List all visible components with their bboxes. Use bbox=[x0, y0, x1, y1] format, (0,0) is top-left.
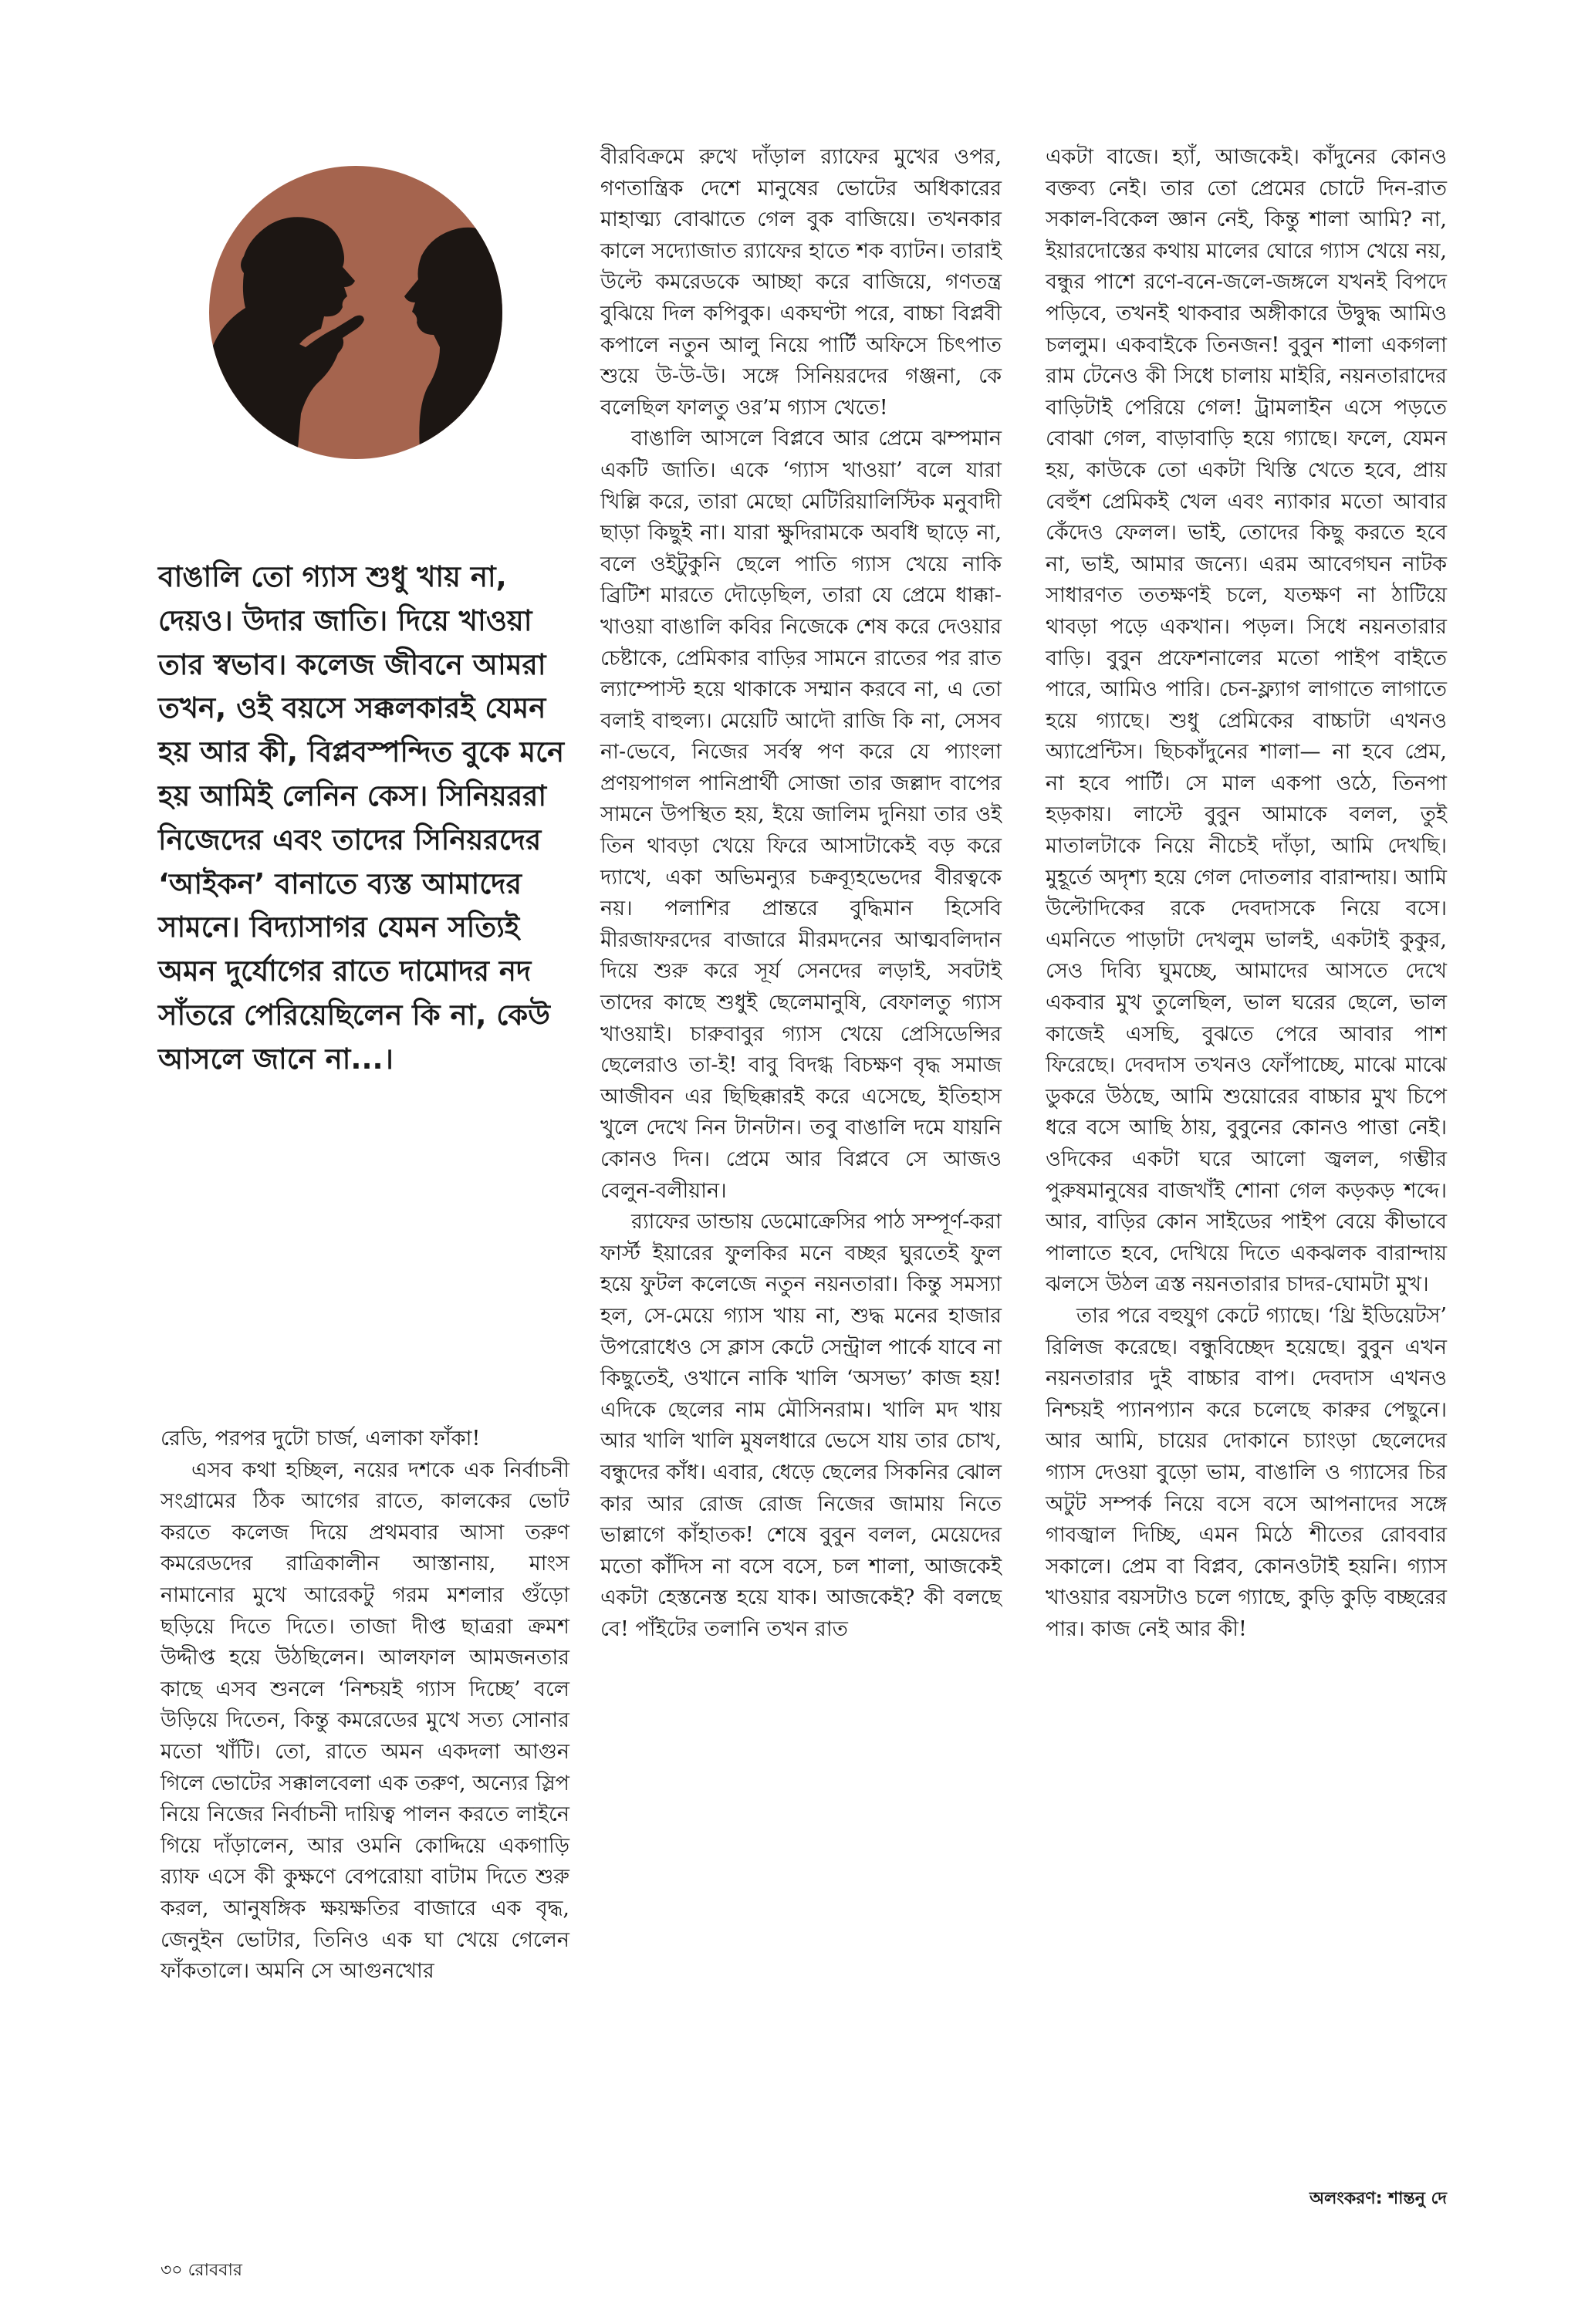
article-column-3 bbox=[1046, 142, 1447, 1646]
page-folio: ৩০ রোববার bbox=[161, 2261, 242, 2280]
paragraph: বীরবিক্রমে রুখে দাঁড়াল র‍্যাফের মুখের ওপর, গণতান্ত্রিক দেশে মানুষের ভোটের অধিকারের মাহাত্ম্য বোঝাতে গেল বুক বাজিয়ে। তখনকার কালে সদ্যোজাত র‍্যাফের হাতে শক ব্যাটন। তারাই উল্টে কমরেডকে আচ্ছা করে বাজিয়ে, গণতন্ত্র বুঝিয়ে দিল কপিবুক। একঘণ্টা পরে, বাচ্চা বিপ্লবী কপালে নতুন আলু নিয়ে পার্টি অফিসে চিৎপাত শুয়ে উ-উ-উ। সঙ্গে সিনিয়রদের গঞ্জনা, কে বলেছিল ফালতু ওর’ম গ্যাস খেতে! bbox=[600, 145, 1002, 420]
illustration-argument bbox=[153, 165, 556, 466]
pull-quote: বাঙালি তো গ্যাস শুধু খায় না, দেয়ও। উদার জাতি। দিয়ে খাওয়া তার স্বভাব। কলেজ জীবনে আমরা তখন, ওই বয়সে সক্কলকারই যেমন হয় আর কী, বিপ্লবস্পন্দিত বুকে মনে হয় আমিই লেনিন কেস। সিনিয়ররা নিজেদের এবং তাদের সিনিয়রদের ‘আইকন’ বানাতে ব্যস্ত আমাদের সামনে। বিদ্যাসাগর যেমন সত্যিই অমন দুর্যোগের রাতে দামোদর নদ সাঁতরে পেরিয়েছিলেন কি না, কেউ আসলে জানে না...। bbox=[158, 560, 565, 1076]
paragraph: তার পরে বহুযুগ কেটে গ্যাছে। ‘থ্রি ইডিয়েটস’ রিলিজ করেছে। বন্ধুবিচ্ছেদ হয়েছে। বুবুন এখন নয়নতারার দুই বাচ্চার বাপ। দেবদাস এখনও নিশ্চয়ই প্যানপ্যান করে চলেছে কারুর পেছুনে। আর আমি, চায়ের দোকানে চ্যাংড়া ছেলেদের গ্যাস দেওয়া বুড়ো ভাম, বাঙালি ও গ্যাসের চির অটুট সম্পর্ক নিয়ে বসে বসে আপনাদের সঙ্গে গাবজ্বাল দিচ্ছি, এমন মিঠে শীতের রোববার সকালে। প্রেম বা বিপ্লব, কোনওটাই হয়নি। গ্যাস খাওয়ার বয়সটাও চলে গ্যাছে, কুড়ি কুড়ি বচ্ছরের পার। কাজ নেই আর কী! bbox=[1046, 1303, 1447, 1641]
paragraph: বাঙালি আসলে বিপ্লবে আর প্রেমে ঝম্পমান একটি জাতি। একে ‘গ্যাস খাওয়া’ বলে যারা খিল্লি করে, তারা মেছো মেটিরিয়ালিস্টিক মনুবাদী ছাড়া কিছুই না। যারা ক্ষুদিরামকে অবধি ছাড়ে না, বলে ওইটুকুনি ছেলে পাতি গ্যাস খেয়ে নাকি ব্রিটিশ মারতে দৌড়েছিল, তারা যে প্রেমে ধাক্কা-খাওয়া বাঙালি কবির নিজেকে শেষ করে দেওয়ার চেষ্টাকে, প্রেমিকার বাড়ির সামনে রাতের পর রাত ল্যাম্পোস্ট হয়ে থাকাকে সম্মান করবে না, এ তো বলাই বাহুল্য। মেয়েটি আদৌ রাজি কি না, সেসব না-ভেবে, নিজের সর্বস্ব পণ করে যে প্যাংলা প্রণয়পাগল পানিপ্রার্থী সোজা তার জল্লাদ বাপের সামনে উপস্থিত হয়, ইয়ে জালিম দুনিয়া তার ওই তিন থাবড়া খেয়ে ফিরে আসাটাকেই বড় করে দ্যাখে, একা অভিমন্যুর চক্রব্যূহভেদের বীরত্বকে নয়। পলাশির প্রান্তরে বুদ্ধিমান হিসেবি মীরজাফরদের বাজারে মীরমদনের আত্মবলিদান দিয়ে শুরু করে সূর্য সেনদের লড়াই, সবটাই তাদের কাছে শুধুই ছেলেমানুষি, বেফালতু গ্যাস খাওয়াই। চারুবাবুর গ্যাস খেয়ে প্রেসিডেন্সির ছেলেরাও তা-ই! বাবু বিদগ্ধ বিচক্ষণ বৃদ্ধ সমাজ আজীবন এর ছিছিক্কারই করে এসেছে, ইতিহাস খুলে দেখে নিন টানটান। তবু বাঙালি দমে যায়নি কোনও দিন। প্রেমে আর বিপ্লবে সে আজও বেলুন-বলীয়ান। bbox=[600, 427, 1002, 1203]
illustration-credit: অলংকরণ: শান্তনু দে bbox=[1309, 2189, 1447, 2208]
paragraph: একটা বাজে। হ্যাঁ, আজকেই। কাঁদুনের কোনও বক্তব্য নেই। তার তো প্রেমের চোটে দিন-রাত সকাল-বিকেল জ্ঞান নেই, কিন্তু শালা আমি? না, ইয়ারদোস্তের কথায় মালের ঘোরে গ্যাস খেয়ে নয়, বন্ধুর পাশে রণে-বনে-জলে-জঙ্গলে যখনই বিপদে পড়িবে, তখনই থাকবার অঙ্গীকারে উদ্বুদ্ধ আমিও চললুম। একবাইকে তিনজন! বুবুন শালা একগলা রাম টেনেও কী সিধে চালায় মাইরি, নয়নতারাদের বাড়িটাই পেরিয়ে গেল! ট্রামলাইন এসে পড়তে বোঝা গেল, বাড়াবাড়ি হয়ে গ্যাছে। ফলে, যেমন হয়, কাউকে তো একটা খিস্তি খেতে হবে, প্রায় বেহুঁশ প্রেমিকই খেল এবং ন্যাকার মতো আবার কেঁদেও ফেলল। ভাই, তোদের কিছু করতে হবে না, ভাই, আমার জন্যে। এরম আবেগঘন নাটক সাধারণত ততক্ষণই চলে, যতক্ষণ না ঠাটিয়ে থাবড়া পড়ে একখান। পড়ল। সিধে নয়নতারার বাড়ি। বুবুন প্রফেশনালের মতো পাইপ বাইতে পারে, আমিও পারি। চেন-ফ্ল্যাগ লাগাতে লাগাতে হয়ে গ্যাছে। শুধু প্রেমিকের বাচ্চাটা এখনও অ্যাপ্রেন্টিস। ছিচকাঁদুনের শালা— না হবে প্রেম, না হবে পার্টি। সে মাল একপা ওঠে, তিনপা হড়কায়। লাস্টে বুবুন আমাকে বলল, তুই মাতালটাকে নিয়ে নীচেই দাঁড়া, আমি দেখছি। মুহূর্তে অদৃশ্য হয়ে গেল দোতলার বারান্দায়। আমি উল্টোদিকের রকে দেবদাসকে নিয়ে বসে। এমনিতে পাড়াটা দেখলুম ভালই, একটাই কুকুর, সেও দিব্যি ঘুমচ্ছে, আমাদের আসতে দেখে একবার মুখ তুলেছিল, ভাল ঘরের ছেলে, ভাল কাজেই এসছি, বুঝতে পেরে আবার পাশ ফিরেছে। দেবদাস তখনও ফোঁপাচ্ছে, মাঝে মাঝে ডুকরে উঠছে, আমি শুয়োরের বাচ্চার মুখ চিপে ধরে বসে আছি ঠায়, বুবুনের কোনও পাত্তা নেই। ওদিকের একটা ঘরে আলো জ্বলল, গম্ভীর পুরুষমানুষের বাজখাঁই শোনা গেল কড়কড় শব্দে। আর, বাড়ির কোন সাইডের পাইপ বেয়ে কীভাবে পালাতে হবে, দেখিয়ে দিতে একঝলক বারান্দায় ঝলসে উঠল ত্রস্ত নয়নতারার চাদর-ঘোমটা মুখ। bbox=[1046, 145, 1447, 1297]
paragraph: এসব কথা হচ্ছিল, নয়ের দশকে এক নির্বাচনী সংগ্রামের ঠিক আগের রাতে, কালকের ভোট করতে কলেজ দিয়ে প্রথমবার আসা তরুণ কমরেডদের রাত্রিকালীন আস্তানায়, মাংস নামানোর মুখে আরেকটু গরম মশলার গুঁড়ো ছড়িয়ে দিতে দিতে। তাজা দীপ্ত ছাত্ররা ক্রমশ উদ্দীপ্ত হয়ে উঠছিলেন। আলফাল আমজনতার কাছে এসব শুনলে ‘নিশ্চয়ই গ্যাস দিচ্ছে’ বলে উড়িয়ে দিতেন, কিন্তু কমরেডের মুখে সত্য সোনার মতো খাঁটি। তো, রাতে অমন একদলা আগুন গিলে ভোটের সক্কালবেলা এক তরুণ, অন্যের স্লিপ নিয়ে নিজের নির্বাচনী দায়িত্ব পালন করতে লাইনে গিয়ে দাঁড়ালেন, আর ওমনি কোদ্দিয়ে একগাড়ি র‍্যাফ এসে কী কুক্ষণে বেপরোয়া বাটাম দিতে শুরু করল, আনুষঙ্গিক ক্ষয়ক্ষতির বাজারে এক বৃদ্ধ, জেনুইন ভোটার, তিনিও এক ঘা খেয়ে গেলেন ফাঁকতালে। অমনি সে আগুনখোর bbox=[161, 1458, 569, 1984]
article-column-2 bbox=[600, 142, 1002, 1646]
paragraph: রেডি, পরপর দুটো চার্জ, এলাকা ফাঁকা! bbox=[161, 1427, 481, 1451]
paragraph: র‍্যাফের ডান্ডায় ডেমোক্রেসির পাঠ সম্পূর্ণ-করা ফার্স্ট ইয়ারের ফুলকির মনে বচ্ছর ঘুরতেই ফুল হয়ে ফুটল কলেজে নতুন নয়নতারা। কিন্তু সমস্যা হল, সে-মেয়ে গ্যাস খায় না, শুদ্ধ মনের হাজার উপরোধেও সে ক্লাস কেটে সেন্ট্রাল পার্কে যাবে না কিছুতেই, ওখানে নাকি খালি ‘অসভ্য’ কাজ হয়! এদিকে ছেলের নাম মৌসিনরাম। খালি মদ খায় আর খালি খালি মুষলধারে ভেসে যায় তার চোখ, বন্ধুদের কাঁধ। এবার, ধেড়ে ছেলের সিকনির ঝোল কার আর রোজ রোজ নিজের জামায় নিতে ভাল্লাগে কাঁহাতক! শেষে বুবুন বলল, মেয়েদের মতো কাঁদিস না বসে বসে, চল শালা, আজকেই একটা হেস্তনেস্ত হয়ে যাক। আজকেই? কী বলছে বে! পাঁইটের তলানি তখন রাত bbox=[600, 1210, 1002, 1641]
article-column-1 bbox=[161, 1424, 569, 1988]
